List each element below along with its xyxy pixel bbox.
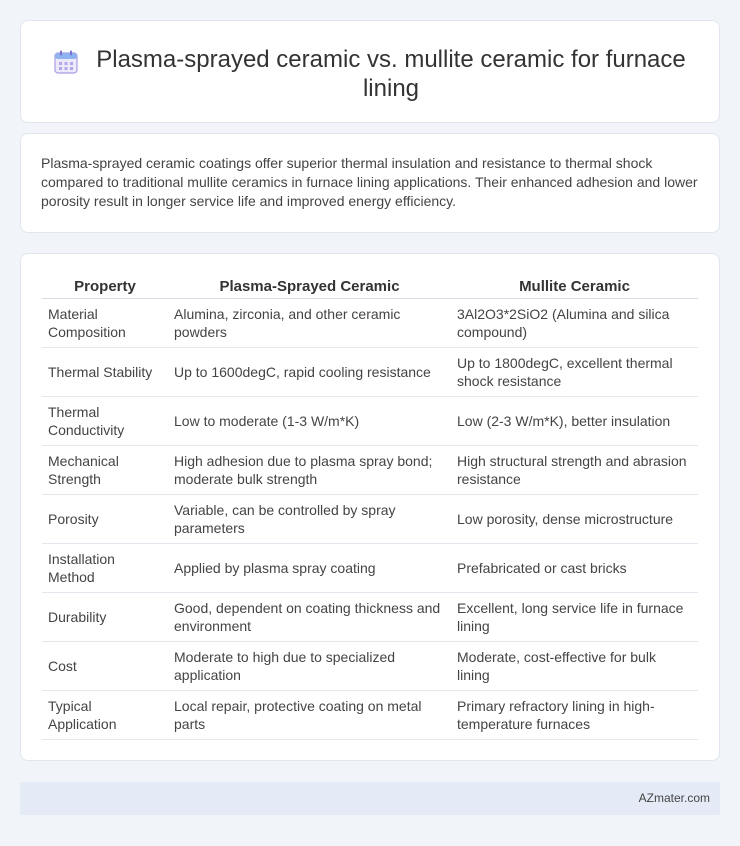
row-mullite-value: High structural strength and abrasion resistance xyxy=(451,446,698,495)
title-card xyxy=(20,20,720,123)
comparison-table xyxy=(42,276,698,740)
row-plasma-value: Applied by plasma spray coating xyxy=(168,544,451,593)
row-plasma-value: High adhesion due to plasma spray bond; moderate bulk strength xyxy=(168,446,451,495)
row-mullite-value: Low (2-3 W/m*K), better insulation xyxy=(451,397,698,446)
table-row xyxy=(42,348,698,397)
row-plasma-value: Local repair, protective coating on metal parts xyxy=(168,691,451,740)
row-mullite-value: Moderate, cost-effective for bulk lining xyxy=(451,642,698,691)
row-property: Mechanical Strength xyxy=(42,446,168,495)
table-row xyxy=(42,446,698,495)
footer-bar xyxy=(20,782,720,815)
row-mullite-value: Prefabricated or cast bricks xyxy=(451,544,698,593)
row-property: Thermal Conductivity xyxy=(42,397,168,446)
row-property: Durability xyxy=(42,593,168,642)
row-property: Thermal Stability xyxy=(42,348,168,397)
row-mullite-value: Primary refractory lining in high-temperature furnaces xyxy=(451,691,698,740)
header-plasma-sprayed: Plasma-Sprayed Ceramic xyxy=(168,276,451,299)
page-title: Plasma-sprayed ceramic vs. mullite ceramic for furnace lining xyxy=(96,46,686,102)
row-mullite-value: Up to 1800degC, excellent thermal shock resistance xyxy=(451,348,698,397)
calendar-icon xyxy=(53,49,79,75)
table-row xyxy=(42,593,698,642)
row-property: Installation Method xyxy=(42,544,168,593)
row-mullite-value: 3Al2O3*2SiO2 (Alumina and silica compound) xyxy=(451,299,698,348)
row-property: Cost xyxy=(42,642,168,691)
comparison-card xyxy=(20,253,720,761)
row-mullite-value: Excellent, long service life in furnace lining xyxy=(451,593,698,642)
table-row xyxy=(42,544,698,593)
row-plasma-value: Alumina, zirconia, and other ceramic powders xyxy=(168,299,451,348)
header-property: Property xyxy=(42,276,168,299)
header-mullite: Mullite Ceramic xyxy=(451,276,698,299)
intro-paragraph: Plasma-sprayed ceramic coatings offer superior thermal insulation and resistance to thermal shock compared to traditional mullite ceramics in furnace lining applications. Their enhanced adhesion and lower porosity result in longer service life and improved energy efficiency. xyxy=(41,155,698,209)
intro-card xyxy=(20,133,720,233)
table-row xyxy=(42,299,698,348)
row-property: Porosity xyxy=(42,495,168,544)
row-plasma-value: Variable, can be controlled by spray parameters xyxy=(168,495,451,544)
table-row xyxy=(42,691,698,740)
footer-brand-link[interactable]: AZmater.com xyxy=(638,791,710,805)
row-plasma-value: Moderate to high due to specialized application xyxy=(168,642,451,691)
table-row xyxy=(42,397,698,446)
row-plasma-value: Low to moderate (1-3 W/m*K) xyxy=(168,397,451,446)
table-header-row xyxy=(42,276,698,299)
row-property: Material Composition xyxy=(42,299,168,348)
row-mullite-value: Low porosity, dense microstructure xyxy=(451,495,698,544)
table-row xyxy=(42,495,698,544)
table-row xyxy=(42,642,698,691)
row-plasma-value: Good, dependent on coating thickness and environment xyxy=(168,593,451,642)
row-plasma-value: Up to 1600degC, rapid cooling resistance xyxy=(168,348,451,397)
row-property: Typical Application xyxy=(42,691,168,740)
